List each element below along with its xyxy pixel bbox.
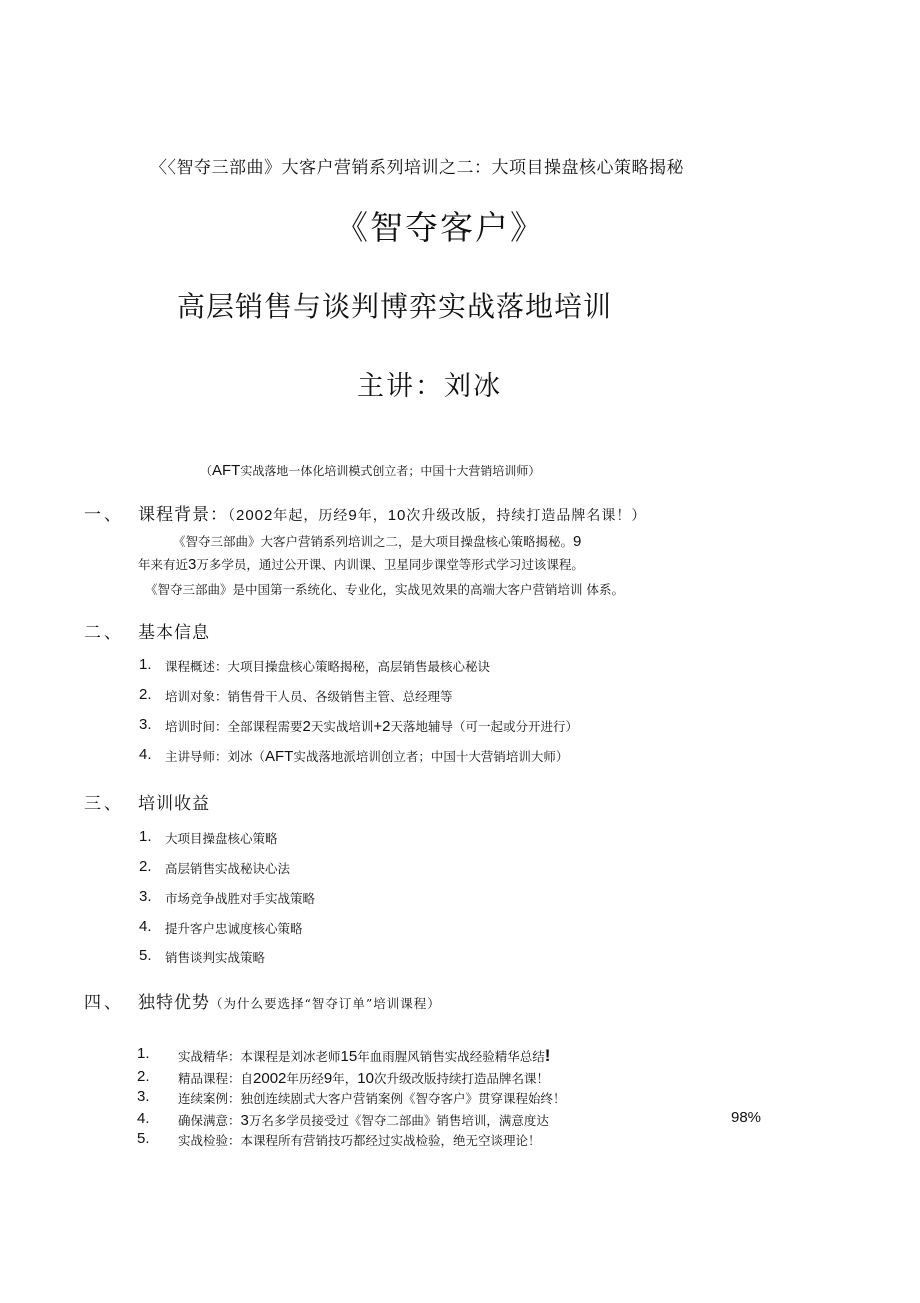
note-part: 年， <box>357 508 388 524</box>
section-note: （为什么要选择“智夺订单”培训课程） <box>210 996 441 1011</box>
credentials-text: 实战落地一体化培训模式创立者；中国十大营销培训师） <box>240 464 541 478</box>
document-title: 《智夺客户》 <box>335 208 545 247</box>
para-text: 《智夺三部曲》大客户营销系列培训之二，是大项目操盘核心策略揭秘。 <box>173 534 574 549</box>
paren: （ <box>200 464 213 478</box>
list-item: 连续案例：独创连续剧式大客户营销案例《智夺客户》贯穿课程始终！ <box>178 1091 566 1106</box>
note-years: 9 <box>348 507 358 524</box>
item-text: 年历经 <box>286 1071 324 1086</box>
item-number: 9 <box>323 1070 333 1087</box>
list-item: 培训对象：销售骨干人员、各级销售主管、总经理等 <box>165 689 453 704</box>
section-number: 一、 <box>84 505 124 525</box>
list-item <box>178 1111 549 1129</box>
item-number: 10 <box>357 1070 374 1087</box>
list-number: 2. <box>137 1068 150 1085</box>
note-part: 次升级改版，持续打造品牌名课！ <box>406 508 632 524</box>
background-paragraph-2 <box>138 555 584 573</box>
para-text: 万多学员，通过公开课、内训课、卫星同步课堂等形式学习过该课程。 <box>196 557 584 572</box>
item-number: 15 <box>340 1048 358 1065</box>
list-number: 3. <box>137 1088 150 1105</box>
course-headline: 高层销售与谈判博弈实战落地培训 <box>177 290 613 323</box>
aft-label: AFT <box>265 748 294 765</box>
list-item: 实战检验：本课程所有营销技巧都经过实战检验，绝无空谈理论！ <box>178 1133 541 1148</box>
section-title: 基本信息 <box>138 623 210 643</box>
section-title-background <box>138 500 646 525</box>
section-title-advantages <box>138 988 441 1013</box>
list-item <box>165 747 568 765</box>
list-number: 1. <box>139 656 152 673</box>
section-title-text: 课程背景： <box>138 505 228 525</box>
item-number: 3 <box>240 1112 249 1129</box>
item-text: 精品课程：自 <box>178 1071 254 1086</box>
list-number: 3. <box>139 716 152 733</box>
item-text: 实战精华：本课程是刘冰老师 <box>178 1049 341 1064</box>
para-number: 3 <box>188 556 197 573</box>
item-text: 次升级改版持续打造品牌名课！ <box>373 1071 549 1086</box>
aft-label: AFT <box>212 462 241 479</box>
item-text: 确保满意： <box>178 1113 241 1128</box>
para-text: 年来有近 <box>138 557 189 572</box>
list-item: 提升客户忠诚度核心策略 <box>165 921 303 936</box>
para-number: 9 <box>573 533 582 550</box>
section-note <box>228 508 646 524</box>
item-number: +2 <box>373 718 391 735</box>
item-number: 2002 <box>253 1070 287 1087</box>
list-item: 销售谈判实战策略 <box>165 950 266 965</box>
item-text: 实战落地派培训创立者；中国十大营销培训大师） <box>293 749 569 764</box>
list-item <box>178 1069 549 1087</box>
exclamation: ! <box>544 1046 551 1065</box>
list-item: 大项目操盘核心策略 <box>165 831 278 846</box>
section-number: 二、 <box>84 623 124 643</box>
list-item <box>178 1046 550 1066</box>
list-number: 4. <box>139 918 152 935</box>
note-versions: 10 <box>387 507 407 524</box>
item-text: 天落地辅导（可一起或分开进行） <box>390 719 578 734</box>
list-number: 2. <box>139 686 152 703</box>
list-item: 高层销售实战秘诀心法 <box>165 861 291 876</box>
background-paragraph-3: 《智夺三部曲》是中国第一系统化、专业化，实战见效果的高端大客户营销培训 体系。 <box>145 582 624 597</box>
list-number: 2. <box>139 858 152 875</box>
list-number: 4. <box>137 1110 150 1127</box>
background-paragraph-1 <box>173 532 581 550</box>
list-number: 1. <box>137 1045 150 1062</box>
list-number: 3. <box>139 888 152 905</box>
section-title-text: 独特优势 <box>138 993 210 1013</box>
item-text: 培训时间：全部课程需要 <box>165 719 303 734</box>
note-open: （ <box>228 508 236 524</box>
item-text: 天实战培训 <box>310 719 374 734</box>
item-number: 2 <box>302 718 311 735</box>
list-number: 4. <box>139 746 152 763</box>
item-text: 年血雨腥风销售实战经验精华总结 <box>357 1049 545 1064</box>
section-title: 培训收益 <box>138 794 210 814</box>
lecturer-credentials <box>200 462 540 479</box>
section-number: 三、 <box>84 794 124 814</box>
lecturer-line: 主讲：刘冰 <box>357 371 502 402</box>
list-number: 1. <box>139 828 152 845</box>
item-text: 主讲导师：刘冰（ <box>165 749 266 764</box>
list-number: 5. <box>139 947 152 964</box>
list-number: 5. <box>137 1130 150 1147</box>
document-subtitle: 〈〈智夺三部曲》大客户营销系列培训之二：大项目操盘核心策略揭秘 <box>150 158 684 178</box>
item-text: 万名多学员接受过《智夺二部曲》销售培训，满意度达 <box>248 1113 549 1128</box>
note-close: ） <box>631 508 647 524</box>
section-number: 四、 <box>84 993 124 1013</box>
list-item: 市场竞争战胜对手实战策略 <box>165 891 316 906</box>
note-year: 2002 <box>236 507 274 524</box>
satisfaction-percentage: 98% <box>731 1109 762 1126</box>
list-item: 课程概述：大项目操盘核心策略揭秘，高层销售最核心秘诀 <box>165 659 491 674</box>
item-text: 年， <box>332 1071 358 1086</box>
list-item <box>165 717 578 735</box>
note-part: 年起，历经 <box>273 508 349 524</box>
